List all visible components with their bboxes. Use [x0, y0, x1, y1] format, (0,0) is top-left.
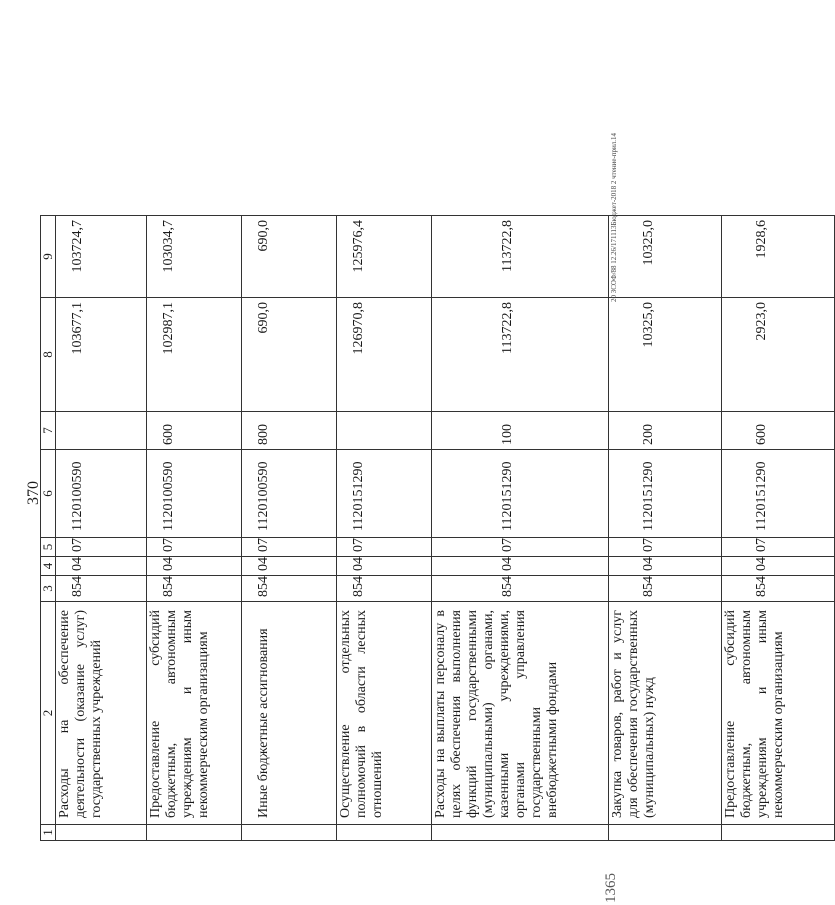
cell-expense-type — [337, 412, 432, 450]
cell-ministry: 854 — [432, 576, 609, 602]
cell-section: 04 — [722, 557, 835, 576]
cell-description: Расходы на обеспечение деятельности (оказание услуг) государственных учреждений — [56, 602, 147, 825]
cell-expense-type: 100 — [432, 412, 609, 450]
cell-num — [722, 825, 835, 841]
cell-target-article: 1120151290 — [722, 450, 835, 538]
cell-expense-type: 600 — [722, 412, 835, 450]
col-header-5: 5 — [41, 538, 56, 557]
cell-subsection: 07 — [609, 538, 722, 557]
cell-amount-2: 125976,4 — [337, 216, 432, 298]
table-row — [432, 216, 609, 841]
cell-section: 04 — [56, 557, 147, 576]
cell-description: Осуществление отдельных полномочий в области лесных отношений — [337, 602, 432, 825]
cell-amount-2: 690,0 — [242, 216, 337, 298]
cell-amount-2: 113722,8 — [432, 216, 609, 298]
cell-subsection: 07 — [242, 538, 337, 557]
sheet-number: 1365 — [603, 873, 619, 903]
cell-num — [609, 825, 722, 841]
cell-description: Расходы на выплаты персоналу в целях обеспечения выполнения функций государственными (муниципальными) органами, казенными учреждениями, органами управления государственными внебюджетными фондами — [432, 602, 609, 825]
cell-target-article: 1120151290 — [337, 450, 432, 538]
cell-num — [56, 825, 147, 841]
cell-target-article: 1120151290 — [609, 450, 722, 538]
cell-ministry: 854 — [722, 576, 835, 602]
col-header-7: 7 — [41, 412, 56, 450]
header-row — [41, 216, 56, 841]
cell-expense-type: 800 — [242, 412, 337, 450]
cell-description: Предоставление субсидий бюджетным, автономным учреждениям и иным некоммерческим организациям — [722, 602, 835, 825]
cell-amount-2: 103724,7 — [56, 216, 147, 298]
table-row — [56, 216, 147, 841]
cell-subsection: 07 — [432, 538, 609, 557]
cell-num — [337, 825, 432, 841]
cell-ministry: 854 — [147, 576, 242, 602]
cell-section: 04 — [147, 557, 242, 576]
cell-section: 04 — [609, 557, 722, 576]
cell-amount-2: 10325,0 — [609, 216, 722, 298]
table-row — [337, 216, 432, 841]
cell-target-article: 1120151290 — [432, 450, 609, 538]
table-row — [242, 216, 337, 841]
cell-amount-1: 126970,8 — [337, 298, 432, 412]
table-row — [722, 216, 835, 841]
col-header-8: 8 — [41, 298, 56, 412]
col-header-1: 1 — [41, 825, 56, 841]
cell-target-article: 1120100590 — [147, 450, 242, 538]
cell-amount-2: 1928,6 — [722, 216, 835, 298]
cell-amount-1: 10325,0 — [609, 298, 722, 412]
col-header-6: 6 — [41, 450, 56, 538]
table-row — [609, 216, 722, 841]
cell-expense-type: 200 — [609, 412, 722, 450]
col-header-2: 2 — [41, 602, 56, 825]
cell-description: Иные бюджетные ассигнования — [242, 602, 337, 825]
col-header-4: 4 — [41, 557, 56, 576]
cell-section: 04 — [242, 557, 337, 576]
footer-note: 20 ЗСОФ/88 12.26/171113Бюджет-2018 2 чтение-прил.14 — [610, 132, 618, 302]
cell-amount-1: 113722,8 — [432, 298, 609, 412]
cell-amount-2: 103034,7 — [147, 216, 242, 298]
budget-table — [40, 215, 835, 841]
cell-description: Предоставление субсидий бюджетным, автономным учреждениям и иным некоммерческим организациям — [147, 602, 242, 825]
col-header-9: 9 — [41, 216, 56, 298]
cell-subsection: 07 — [722, 538, 835, 557]
page-number: 370 — [25, 481, 42, 505]
cell-subsection: 07 — [147, 538, 242, 557]
cell-ministry: 854 — [56, 576, 147, 602]
cell-amount-1: 103677,1 — [56, 298, 147, 412]
cell-ministry: 854 — [609, 576, 722, 602]
cell-section: 04 — [337, 557, 432, 576]
cell-amount-1: 2923,0 — [722, 298, 835, 412]
table-row — [147, 216, 242, 841]
cell-amount-1: 102987,1 — [147, 298, 242, 412]
cell-subsection: 07 — [337, 538, 432, 557]
cell-expense-type: 600 — [147, 412, 242, 450]
cell-ministry: 854 — [242, 576, 337, 602]
cell-subsection: 07 — [56, 538, 147, 557]
cell-expense-type — [56, 412, 147, 450]
cell-section: 04 — [432, 557, 609, 576]
cell-num — [432, 825, 609, 841]
cell-target-article: 1120100590 — [242, 450, 337, 538]
cell-amount-1: 690,0 — [242, 298, 337, 412]
cell-ministry: 854 — [337, 576, 432, 602]
cell-description: Закупка товаров, работ и услуг для обеспечения государственных (муниципальных) нужд — [609, 602, 722, 825]
col-header-3: 3 — [41, 576, 56, 602]
cell-num — [147, 825, 242, 841]
cell-target-article: 1120100590 — [56, 450, 147, 538]
cell-num — [242, 825, 337, 841]
